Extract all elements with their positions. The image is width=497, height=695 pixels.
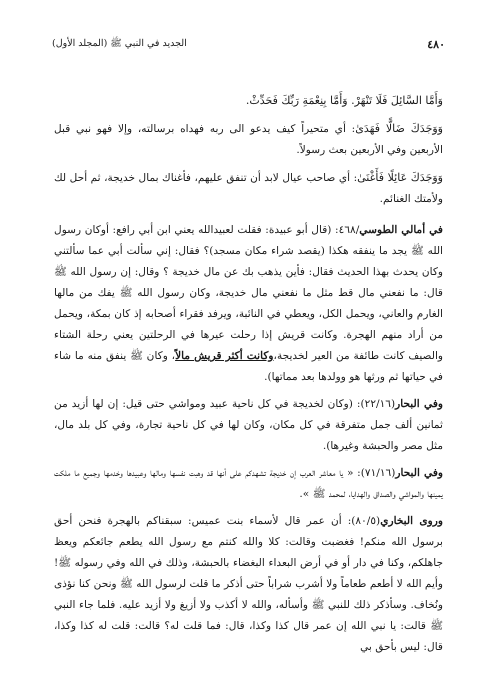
verse-paragraph [54,90,443,112]
source-heading: وفي البحار [395,398,444,410]
source-heading: في أمالي الطوسي [359,224,443,236]
quran-verse: وَوَجَدَكَ عَائِلًا فَأَغْنَىٰ [357,171,443,184]
page-header [52,36,445,52]
citation-paragraph [54,511,443,658]
paragraph-text: (٨٠/٥): أن عمر قال لأسماء بنت عميس: سبقناكم بالهجرة فنحن أحق برسول الله منكم! فغضبت وقالت: كلا والله كنتم مع رسول الله يطعم جائعكم ويعظ جاهلكم، وكنا في دار أو في أرض البعداء البغضاء بالحبشة، وذلك في الله وفي رسوله ﷺ! وأيم الله لا أطعم طعاماً ولا أشرب شراباً حتى أذكر ما قلت لرسول الله ﷺ ونحن كنا نؤذى ونُخاف. وسأذكر ذلك للنبي ﷺ وأسأله، والله لا أكذب ولا أزيغ ولا أزيد عليه. فلما جاء النبي ﷺ قالت: يا نبي الله إن عمر قال كذا وكذا، قال: فما قلت له؟ قالت: قلت له كذا وكذا، قال: ليس بأحق بي [54,515,443,653]
source-heading: وروى البخاري [380,515,444,527]
underlined-text: وكانت أكثر قريش مالاً [175,350,274,362]
source-heading: وفي البحار [395,467,444,479]
paragraph-text: /٤٦٨: (قال أبو عبيدة: فقلت لعبيدالله يعني ابن أبي رافع: أوكان رسول الله ﷺ يجد ما ينفقه هكذا (يقصد شراء مكان مسجد)؟ فقال: إني سألت أبي عما سألتني وكان يحدث بهذا الحديث فقال: فأين يذهب بك عن مال خديجة ؟ وقال: إن رسول الله ﷺ قال: ما نفعني مال قط مثل ما نفعني مال خديجة، وكان رسول الله ﷺ يفك من مالها الغارم والعاني، ويحمل الكل، ويعطي في النائبة، ويرفد فقراء أصحابه إذ كان بمكة، ويحمل من أراد منهم الهجرة. وكانت قريش إذا رحلت عيرها في الرحلتين يعني رحلة الشتاء والصيف كانت طائفة من العير لخديجة، [54,224,444,362]
citation-paragraph [54,394,443,457]
citation-paragraph [54,220,443,388]
paragraph-text-after: ، وكان ﷺ ينفق منه ما شاء في حياتها ثم ورثها هو وولدها بعد مماتها). [54,350,443,383]
tafsir-paragraph [54,118,443,161]
paragraph-text: (٧١/١٦): « يا معاشر العرب إن خديجة تشهدكم على أنها قد وهبت نفسها ومالها وعبيدها وخدمها وجميع ما ملكت يمينها والمواشي والصداق والهدايا، لمحمد ﷺ ». [54,467,443,500]
citation-paragraph [54,463,443,505]
quran-verse: وَأَمَّا السَّائِلَ فَلَا تَنْهَرْ. وَأَمَّا بِنِعْمَةِ رَبِّكَ فَحَدِّثْ. [245,94,443,107]
page-number: ٤٨٠ [427,37,445,51]
tafsir-paragraph [54,167,443,210]
page-body [54,90,443,664]
quran-verse: وَوَجَدَكَ ضَالًّا فَهَدَىٰ [355,122,443,135]
paragraph-text: : أي صاحب عيال لابد أن تنفق عليهم، فأغناك بمال خديجة، ثم أحل لك ولأمتك الغنائم. [54,172,443,205]
paragraph-text: (٢٢/١٦): (وكان لخديجة في كل ناحية عبيد ومواشي حتى قيل: إن لها أزيد من ثمانين ألف جمل متفرقة في كل مكان، وكان لها في كل ناحية تجارة، وفي كل بلد مال، مثل مصر والحبشة وغيرها). [54,398,443,452]
book-title: الجديد في النبي ﷺ (المجلد الأول) [52,38,187,49]
paragraph-text: : أي متحيراً كيف يدعو الى ربه فهداه برسالته، وإلا فهو نبي قبل الأربعين وفي الأربعين بعث رسولاً. [54,123,443,156]
